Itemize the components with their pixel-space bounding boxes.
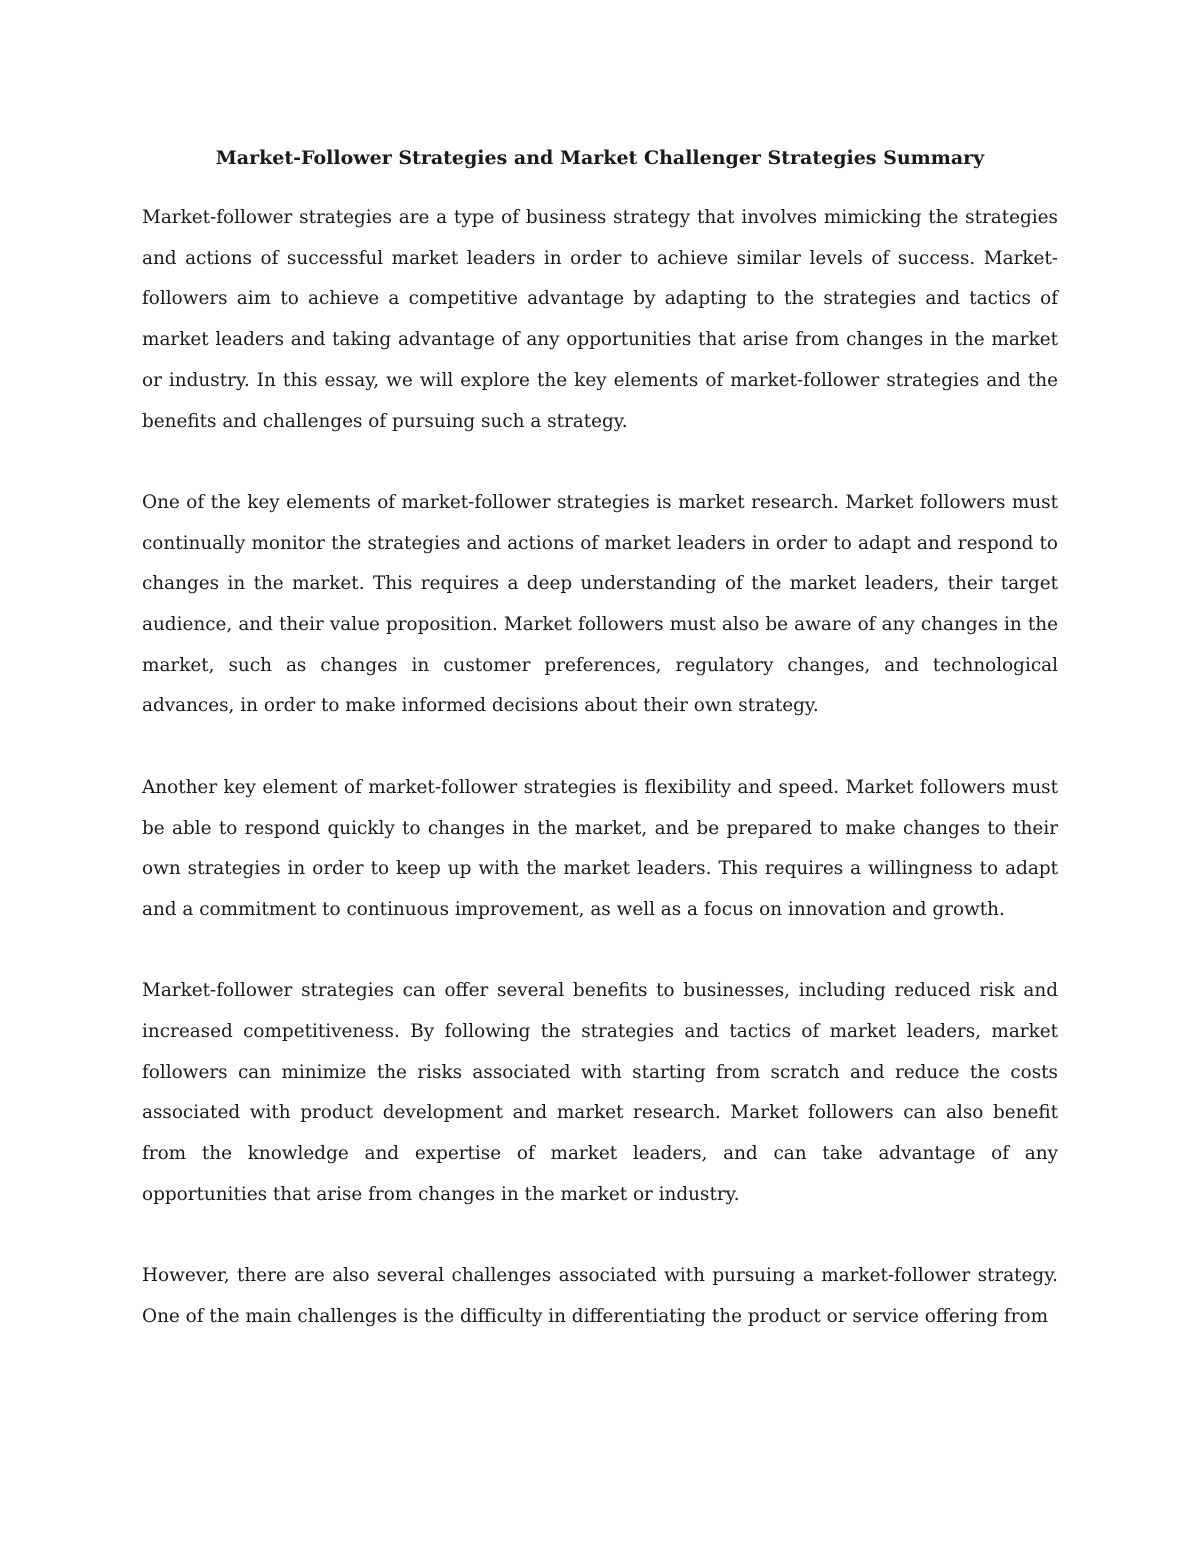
document-body xyxy=(142,138,1058,1338)
paragraph-challenges: However, there are also several challenges associated with pursuing a market-follower strategy. One of the main challenges is the difficulty in differentiating the product or service offering from xyxy=(142,1265,1058,1327)
paragraph-flexibility-speed: Another key element of market-follower strategies is flexibility and speed. Market followers must be able to respond quickly to changes in the market, and be prepared to make changes to their own strategies in order to keep up with the market leaders. This requires a willingness to adapt and a commitment to continuous improvement, as well as a focus on innovation and growth. xyxy=(142,776,1058,920)
paragraph-intro: Market-follower strategies are a type of business strategy that involves mimicking the strategies and actions of successful market leaders in order to achieve similar levels of success. Market-followers aim to achieve a competitive advantage by adapting to the strategies and tactics of market leaders and taking advantage of any opportunities that arise from changes in the market or industry. In this essay, we will explore the key elements of market-follower strategies and the benefits and challenges of pursuing such a strategy. xyxy=(142,207,1058,432)
document-title: Market-Follower Strategies and Market Challenger Strategies Summary xyxy=(215,147,985,169)
paragraph-benefits: Market-follower strategies can offer several benefits to businesses, including reduced risk and increased competitiveness. By following the strategies and tactics of market leaders, market followers can minimize the risks associated with starting from scratch and reduce the costs associated with product development and market research. Market followers can also benefit from the knowledge and expertise of market leaders, and can take advantage of any opportunities that arise from changes in the market or industry. xyxy=(142,980,1058,1205)
paragraph-market-research: One of the key elements of market-follower strategies is market research. Market followers must continually monitor the strategies and actions of market leaders in order to adapt and respond to changes in the market. This requires a deep understanding of the market leaders, their target audience, and their value proposition. Market followers must also be aware of any changes in the market, such as changes in customer preferences, regulatory changes, and technological advances, in order to make informed decisions about their own strategy. xyxy=(142,491,1058,717)
